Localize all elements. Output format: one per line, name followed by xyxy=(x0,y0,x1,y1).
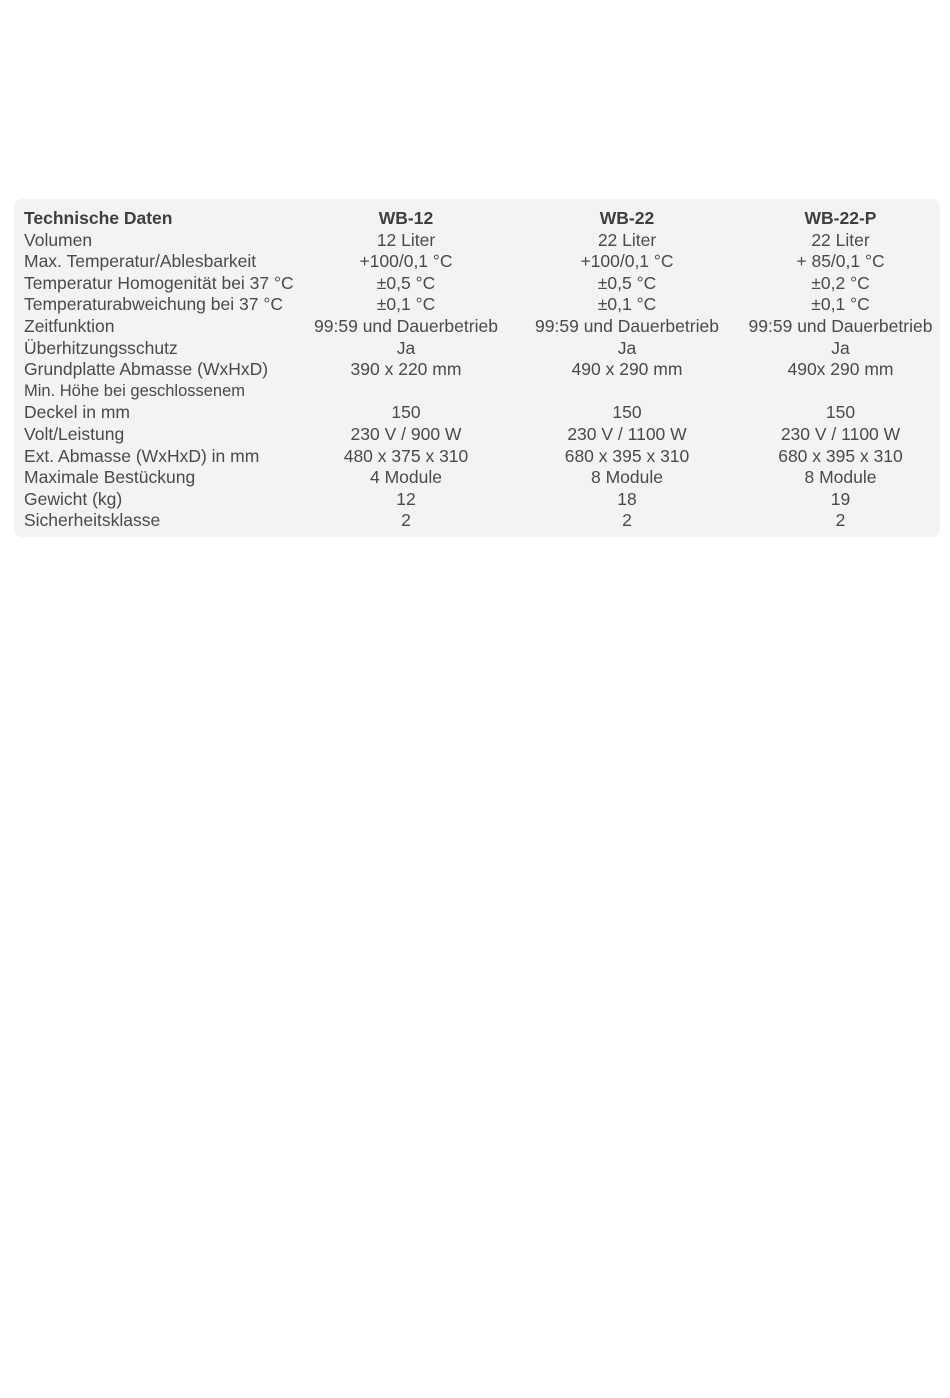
row-label: Volumen xyxy=(24,229,93,250)
model-header-wb-22: WB-22 xyxy=(599,208,655,228)
row-value-wb-22-p: 8 Module xyxy=(804,467,877,488)
row-value-wb-22: 22 Liter xyxy=(597,229,657,250)
row-value-wb-22-p: 150 xyxy=(825,402,856,423)
row-label: Ext. Abmasse (WxHxD) in mm xyxy=(24,445,260,466)
model-header-wb-22-p: WB-22-P xyxy=(804,208,877,228)
row-value-wb-22-p: ±0,1 °C xyxy=(811,294,870,315)
row-label: Volt/Leistung xyxy=(24,423,125,444)
row-value-wb-12: 390 x 220 mm xyxy=(350,359,462,380)
row-value-wb-22: 150 xyxy=(612,402,642,423)
row-value-wb-22-p: 22 Liter xyxy=(811,229,870,250)
row-value-wb-22: Ja xyxy=(617,337,637,358)
row-value-wb-22: 2 xyxy=(622,510,632,531)
table-row xyxy=(24,424,940,446)
row-label: Deckel in mm xyxy=(24,402,130,423)
row-value-wb-22: 8 Module xyxy=(591,467,663,488)
row-value-wb-22-p: 19 xyxy=(830,488,851,509)
table-row xyxy=(24,359,940,381)
row-label: Temperaturabweichung bei 37 °C xyxy=(24,294,283,315)
row-value-wb-22-p: Ja xyxy=(831,337,850,358)
row-value-wb-22: 230 V / 1100 W xyxy=(567,423,687,444)
row-label: Überhitzungsschutz xyxy=(24,337,178,358)
technical-data-table xyxy=(24,208,940,532)
row-value-wb-12: 480 x 375 x 310 xyxy=(343,445,469,466)
row-value-wb-22 xyxy=(513,381,741,403)
row-value-wb-22-p: 2 xyxy=(835,510,846,531)
row-value-wb-12: 4 Module xyxy=(370,467,442,488)
row-value-wb-22: ±0,5 °C xyxy=(597,272,657,293)
row-label: Sicherheitsklasse xyxy=(24,510,161,531)
row-value-wb-12: 99:59 und Dauerbetrieb xyxy=(314,315,498,336)
row-value-wb-22-p: ±0,2 °C xyxy=(811,272,870,293)
row-value-wb-22-p: + 85/0,1 °C xyxy=(796,251,885,272)
table-row xyxy=(24,402,940,424)
row-value-wb-22: 18 xyxy=(617,488,637,509)
row-value-wb-22: ±0,1 °C xyxy=(597,294,657,315)
header-label: Technische Daten xyxy=(24,208,173,228)
table-row xyxy=(24,510,940,532)
table-row xyxy=(24,489,940,511)
model-header-wb-12: WB-12 xyxy=(378,208,434,228)
row-label: Max. Temperatur/Ablesbarkeit xyxy=(24,251,257,272)
row-value-wb-12: 2 xyxy=(401,510,411,531)
row-value-wb-22-p xyxy=(741,381,940,403)
row-value-wb-12: Ja xyxy=(396,337,416,358)
row-value-wb-12: 12 Liter xyxy=(376,229,436,250)
row-value-wb-22-p: 680 x 395 x 310 xyxy=(778,445,903,466)
row-value-wb-12: 150 xyxy=(391,402,421,423)
row-label: Temperatur Homogenität bei 37 °C xyxy=(24,272,294,293)
row-value-wb-12 xyxy=(299,381,513,403)
row-value-wb-12: ±0,5 °C xyxy=(376,272,436,293)
table-row xyxy=(24,467,940,489)
table-row xyxy=(24,446,940,468)
table-row xyxy=(24,338,940,360)
table-header-row xyxy=(24,208,940,230)
row-value-wb-22-p: 230 V / 1100 W xyxy=(780,423,901,444)
row-value-wb-22: +100/0,1 °C xyxy=(580,251,674,272)
table-row xyxy=(24,316,940,338)
row-value-wb-22: 680 x 395 x 310 xyxy=(564,445,690,466)
row-value-wb-22: 490 x 290 mm xyxy=(571,359,683,380)
row-value-wb-22-p: 490x 290 mm xyxy=(787,359,894,380)
row-label: Zeitfunktion xyxy=(24,315,115,336)
row-label: Maximale Bestückung xyxy=(24,467,196,488)
row-value-wb-12: 230 V / 900 W xyxy=(350,423,462,444)
row-value-wb-12: +100/0,1 °C xyxy=(359,251,453,272)
row-label: Grundplatte Abmasse (WxHxD) xyxy=(24,359,269,380)
row-value-wb-12: 12 xyxy=(396,488,416,509)
table-row xyxy=(24,251,940,273)
table-row xyxy=(24,381,940,403)
row-label: Min. Höhe bei geschlossenem xyxy=(24,381,246,400)
row-value-wb-22-p: 99:59 und Dauerbetrieb xyxy=(748,315,933,336)
table-row xyxy=(24,294,940,316)
row-value-wb-12: ±0,1 °C xyxy=(376,294,436,315)
row-value-wb-22: 99:59 und Dauerbetrieb xyxy=(535,315,719,336)
table-row xyxy=(24,230,940,252)
table-row xyxy=(24,273,940,295)
row-label: Gewicht (kg) xyxy=(24,488,123,509)
